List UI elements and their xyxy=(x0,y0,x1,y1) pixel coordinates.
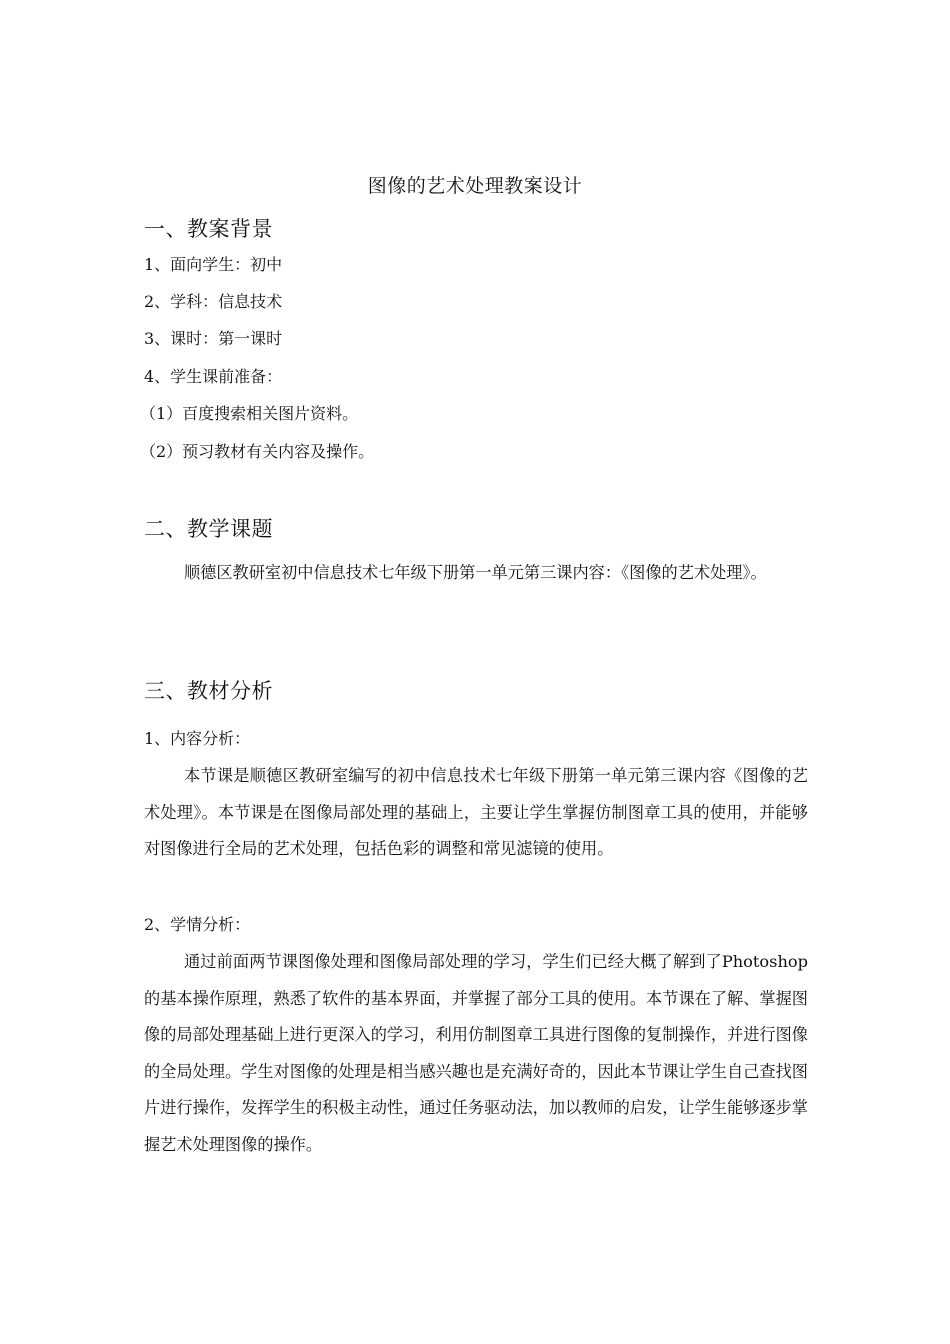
student-analysis-paragraph: 通过前面两节课图像处理和图像局部处理的学习，学生们已经大概了解到了Photoshop的基本操作原理，熟悉了软件的基本界面，并掌握了部分工具的使用。本节课在了解、掌握图像的局部处理基础上进行更深入的学习，利用仿制图章工具进行图像的复制操作，并进行图像的全局处理。学生对图像的处理是相当感兴趣也是充满好奇的，因此本节课让学生自己查找图片进行操作，发挥学生的积极主动性，通过任务驱动法，加以教师的启发，让学生能够逐步掌握艺术处理图像的操作。 xyxy=(144,952,808,1154)
content-analysis-label: 1、内容分析： xyxy=(144,729,251,748)
document-title: 图像的艺术处理教案设计 xyxy=(367,175,583,197)
student-analysis-label: 2、学情分析： xyxy=(144,915,251,934)
list-item-target-students: 1、面向学生：初中 xyxy=(144,255,283,274)
section-heading-topic: 二、教学课题 xyxy=(144,517,273,541)
list-item-subject: 2、学科：信息技术 xyxy=(144,292,283,311)
list-item-prep-search: （1）百度搜索相关图片资料。 xyxy=(140,404,359,423)
list-item-prep-preview: （2）预习教材有关内容及操作。 xyxy=(140,442,375,461)
list-item-student-preparation: 4、学生课前准备： xyxy=(144,367,283,386)
content-analysis-paragraph: 本节课是顺德区教研室编写的初中信息技术七年级下册第一单元第三课内容《图像的艺术处理》。本节课是在图像局部处理的基础上，主要让学生掌握仿制图章工具的使用，并能够对图像进行全局的艺术处理，包括色彩的调整和常见滤镜的使用。 xyxy=(144,766,808,858)
section-heading-material-analysis: 三、教材分析 xyxy=(144,679,273,703)
list-item-class-hours: 3、课时：第一课时 xyxy=(144,329,283,348)
section-heading-background: 一、教案背景 xyxy=(144,217,273,241)
topic-paragraph: 顺德区教研室初中信息技术七年级下册第一单元第三课内容：《图像的艺术处理》。 xyxy=(184,563,767,582)
